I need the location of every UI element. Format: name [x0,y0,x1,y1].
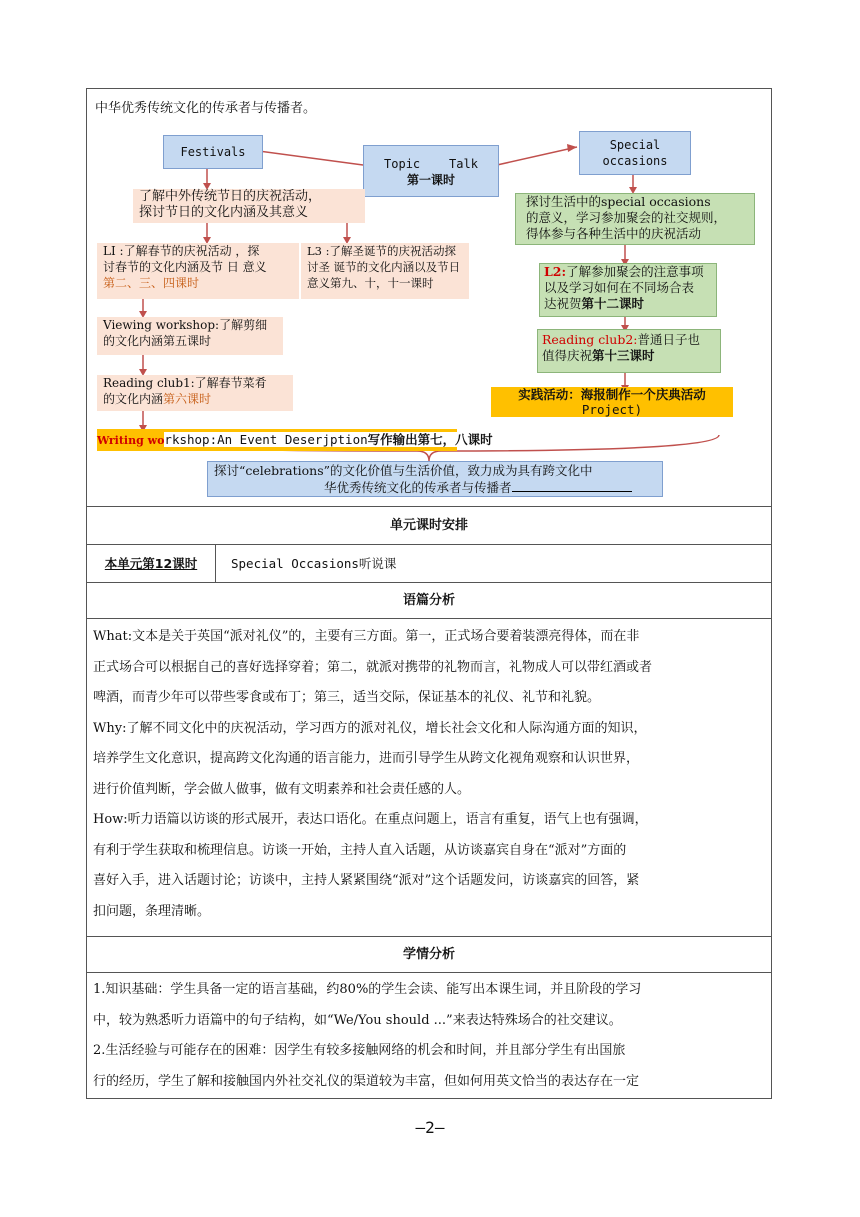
reading2-line-2a: 值得庆祝 [542,348,593,363]
text-analysis-header: 语篇分析 [402,593,455,608]
right-main-line-1: 探讨生活中的special occasions [526,194,711,209]
reading-club1-box [97,375,293,411]
reading1-line-2a: 的文化内涵 [103,392,164,406]
left-main-line-2: 探讨节日的文化内涵及其意义 [139,205,309,220]
practice-line-1: 实践活动：海报制作一个庆典活动 [518,387,706,402]
text-analysis-line: 正式场合可以根据自己的喜好选择穿着；第二，就派对携带的礼物而言，礼物成人可以带红酒或者 [93,659,653,675]
lesson1-label: 第一课时 [406,173,455,187]
topic-talk-box [363,145,499,197]
student-analysis-line: 1.知识基础：学生具备一定的语言基础，约80%的学生会读、能写出本课生词，并且阶段的学习 [93,982,642,997]
l3-box [301,243,469,299]
schedule-header: 单元课时安排 [389,518,468,533]
l1-lessons: 第二、三、四课时 [103,276,200,290]
left-main-box [133,189,365,223]
practice-box [491,387,733,417]
lesson-title: Special Occasions听说课 [231,556,397,571]
student-analysis-header: 学情分析 [402,947,455,962]
special-label-1: Special [609,138,661,152]
l3-line-3: 意义第九、十，十一课时 [307,276,434,290]
text-analysis-line: 啤酒，而青少年可以带些零食或布丁；第三，适当交际，保证基本的礼仪、礼节和礼貌。 [93,690,601,705]
l1-line-2: 讨春节的文化内涵及节 日 意义 [103,260,267,274]
intro-line: 中华优秀传统文化的传承者与传播者。 [95,101,317,116]
l1-box [97,243,299,299]
l2-lessons: 第十二课时 [581,296,645,311]
diagram-row [87,89,771,507]
student-analysis-line: 2.生活经验与可能存在的困难：因学生有较多接触网络的机会和时间，并且部分学生有出国旅 [93,1043,626,1058]
text-analysis-row [87,619,771,937]
lesson-label: 本单元第12课时 [104,556,198,571]
text-analysis-line: How:听力语篇以访谈的形式展开，表达口语化。在重点问题上，语言有重复，语气上也有强调， [93,812,648,827]
document-table [86,88,772,1099]
bottom-summary-box [207,461,663,497]
viewing-line-1: Viewing workshop:了解剪细 [103,318,268,332]
right-main-line-3: 得体参与各种生活中的庆祝活动 [526,226,702,241]
special-label-2: occasions [602,154,668,168]
student-analysis-line: 行的经历，学生了解和接触国内外社交礼仪的渠道较为丰富，但如何用英文恰当的表达存在一定 [93,1073,640,1089]
lesson-label-cell [87,545,216,582]
l1-line-1: LI :了解春节的庆祝活动 ，探 [103,244,260,258]
special-occasions-box [579,131,691,175]
writing-prefix: Writing wo [97,434,165,447]
writing-middle: rkshop:An Event Deserjption [164,432,368,447]
writing-workshop-bar [97,429,493,451]
right-main-box [515,193,755,245]
writing-lessons: 写作输出第七，八课时 [367,432,493,447]
l3-line-1: L3 :了解圣诞节的庆祝活动探 [307,244,456,258]
lesson-row [87,545,771,583]
l2-line-3a: 达祝贺 [544,296,582,311]
schedule-header-row [87,507,771,545]
text-analysis-line: Why:了解不同文化中的庆祝活动，学习西方的派对礼仪，增长社会文化和人际沟通方面的知识， [93,720,647,736]
reading2-lessons: 第十三课时 [592,348,655,363]
reading-club2-box [537,329,721,373]
text-analysis-line: 有利于学生获取和梳理信息。访谈一开始，主持人直入话题，从访谈嘉宾自身在“派对”方面的 [93,842,627,858]
l3-line-2: 讨圣 诞节的文化内涵以及节日 [307,260,461,274]
right-main-line-2: 的意义，学习参加聚会的社交规则， [526,210,727,225]
student-analysis-header-row [87,937,771,973]
text-analysis-body [93,622,757,927]
reading2-line-1: 普通日子也 [637,332,701,347]
viewing-workshop-box [97,317,283,355]
student-analysis-row [87,973,771,1099]
lesson-title-cell [231,545,396,583]
summary-line-2: 华优秀传统文化的传承者与传播者 [324,480,512,495]
text-analysis-line: What:文本是关于英国“派对礼仪”的，主要有三方面。第一，正式场合要着装漂亮得体，而在非 [93,629,640,644]
student-analysis-line: 中，较为熟悉听力语篇中的句子结构，如“We/You should ...”来表达特殊场合的社交建议。 [93,1012,622,1028]
text-analysis-line: 进行价值判断，学会做人做事，做有文明素养和社会责任感的人。 [93,781,471,797]
text-analysis-header-row [87,583,771,619]
text-analysis-line: 培养学生文化意识，提高跨文化沟通的语言能力，进而引导学生从跨文化视角观察和认识世界， [93,751,640,766]
l2-line-1: 了解参加聚会的注意事项 [566,264,704,279]
reading1-line-1: Reading club1:了解春节菜肴 [103,376,267,390]
arrow-topic-special [497,147,577,165]
text-analysis-line: 喜好入手，进入话题讨论；访谈中，主持人紧紧围绕“派对”这个话题发问，访谈嘉宾的回答，紧 [93,873,640,888]
viewing-line-2: 的文化内涵第五课时 [103,334,212,348]
festivals-label: Festivals [180,145,246,159]
l2-line-2: 以及学习如何在不同场合表 [544,280,695,295]
text-analysis-line: 扣问题，条理清晰。 [93,903,211,919]
topic-talk-label: Topic Talk [384,157,478,171]
reading1-lessons: 第六课时 [163,392,212,406]
festivals-box [163,135,263,169]
student-analysis-body [93,975,757,1097]
l2-prefix: L2: [544,264,567,279]
page-number: —2— [415,1118,445,1137]
summary-line-1: 探讨“celebrations”的文化价值与生活价值，致力成为具有跨文化中 [214,463,593,478]
practice-line-2: Project) [581,402,643,417]
reading2-prefix: Reading club2: [542,332,638,347]
left-main-line-1: 了解中外传统节日的庆祝活动， [139,189,322,204]
l2-box [539,263,717,317]
